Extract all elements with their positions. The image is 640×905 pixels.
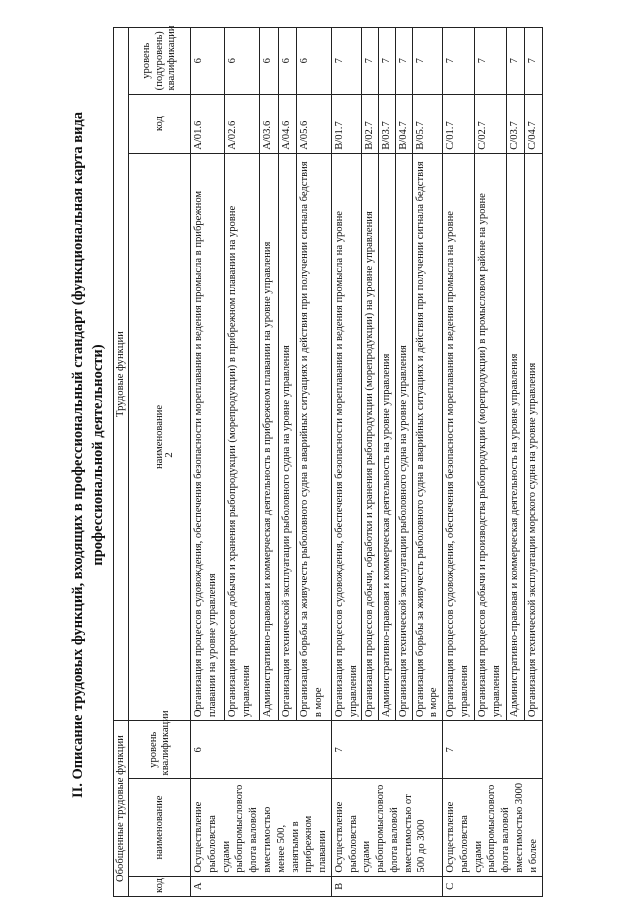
function-level: 7 [507,28,525,95]
function-code: B/03.7 [379,94,396,153]
function-name: Организация технической эксплуатации рыболовного судна на уровне управления [395,153,412,720]
group-code: A [191,876,332,896]
function-code: A/02.6 [225,94,259,153]
function-code: C/02.7 [475,94,507,153]
header-generalized: Обобщенные трудовые функции [114,721,129,897]
function-code: A/01.6 [191,94,225,153]
function-name: Организация процессов добычи и хранения рыбопродукции (морепродукции) в прибрежном плавании на уровне управления [225,153,259,720]
function-level: 7 [379,28,396,95]
function-code: B/01.7 [331,94,362,153]
function-level: 7 [443,28,475,95]
function-name: Организация процессов судовождения, обеспечения безопасности мореплавания и ведения промысла в прибрежном плавании на уровне управления [191,153,225,720]
function-code: B/02.7 [362,94,379,153]
function-code: A/05.6 [297,94,331,153]
header-code: код [129,876,191,896]
function-name: Административно-правовая и коммерческая деятельность на уровне управления [507,153,525,720]
function-level: 7 [412,28,443,95]
group-code: B [331,876,442,896]
group-code: C [443,876,542,896]
function-name: Организация процессов добычи, обработки и хранения рыбопродукции (морепродукции) на уровне управления [362,153,379,720]
function-level: 6 [278,28,297,95]
function-name: Организация процессов судовождения, обеспечения безопасности мореплавания и ведения промысла на уровне управления [443,153,475,720]
header-name: наименование [129,779,191,876]
function-name: Организация борьбы за живучесть рыболовного судна в аварийных ситуациях и действия при получении сигнала бедствия в море [412,153,443,720]
group-name: Осуществление рыболовства судами рыбопромыслового флота валовой вместимостью от 500 до 3000 [331,779,442,876]
header-level: уровень квалификации [129,721,191,779]
group-level: 7 [443,721,542,779]
function-level: 6 [225,28,259,95]
header-tf-level: уровень (подуровень) квалификации [129,28,191,95]
function-code: C/03.7 [507,94,525,153]
function-code: B/05.7 [412,94,443,153]
section-title-line-1: II. Описание трудовых функций, входящих в профессиональный стандарт (функциональная карта вида [70,111,86,799]
header-row-2 [129,28,191,897]
page-number: 2 [163,452,175,458]
function-code: C/04.7 [524,94,542,153]
group-level: 7 [331,721,442,779]
function-name: Организация технической эксплуатации рыболовного судна на уровне управления [278,153,297,720]
functional-map-table [113,27,543,897]
function-code: A/04.6 [278,94,297,153]
function-code: B/04.7 [395,94,412,153]
table-row [443,28,475,897]
function-level: 7 [331,28,362,95]
table-row [191,28,225,897]
header-tf-code: код [129,94,191,153]
function-name: Административно-правовая и коммерческая деятельность на уровне управления [379,153,396,720]
function-name: Организация процессов судовождения, обеспечения безопасности мореплавания и ведения промысла на уровне управления [331,153,362,720]
function-name: Административно-правовая и коммерческая деятельность в прибрежном плавании на уровне управления [259,153,278,720]
function-name: Организация процессов добычи и производства рыбопродукции (морепродукции) в промысловом районе на уровне управления [475,153,507,720]
function-level: 7 [524,28,542,95]
function-code: A/03.6 [259,94,278,153]
function-level: 7 [475,28,507,95]
table-row [331,28,362,897]
group-name: Осуществление рыболовства судами рыбопромыслового флота валовой вместимостью 3000 и более [443,779,542,876]
function-name: Организация технической эксплуатации морского судна на уровне управления [524,153,542,720]
group-level: 6 [191,721,332,779]
function-level: 7 [362,28,379,95]
group-name: Осуществление рыболовства судами рыбопромыслового флота валовой вместимостью менее 500, занятыми в прибрежном плавании [191,779,332,876]
function-name: Организация борьбы за живучесть рыболовного судна в аварийных ситуациях и действия при получении сигнала бедствия в море [297,153,331,720]
table-body [191,28,542,897]
header-labor-functions: Трудовые функции [114,28,129,721]
section-title-line-2: профессиональной деятельности) [90,344,106,566]
header-tf-name: наименование [129,153,191,720]
function-level: 7 [395,28,412,95]
function-level: 6 [297,28,331,95]
function-level: 6 [259,28,278,95]
header-row-1 [114,28,129,897]
function-code: C/01.7 [443,94,475,153]
function-level: 6 [191,28,225,95]
